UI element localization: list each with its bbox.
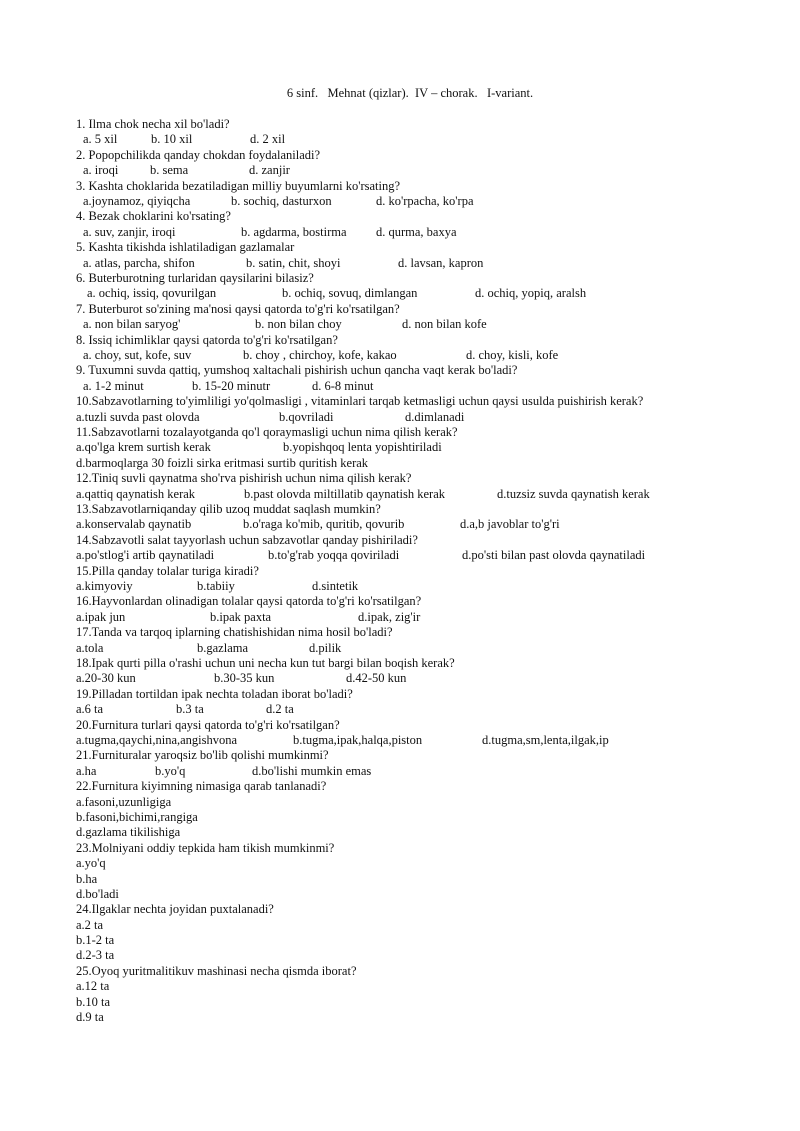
answer-option: a. ochiq, issiq, qovurilgan — [87, 286, 217, 301]
answer-option: d.dimlanadi — [405, 409, 465, 424]
answer-option: a.tola — [76, 640, 104, 655]
answer-option: d.bo'ladi — [76, 886, 119, 901]
answer-row — [76, 132, 776, 147]
answer-row — [76, 702, 776, 717]
question-23 — [76, 841, 776, 903]
question-18 — [76, 656, 776, 687]
answer-row — [76, 348, 776, 363]
answer-option: b.tabiiy — [197, 578, 235, 593]
question-19 — [76, 687, 776, 718]
answer-option: b. 10 xil — [151, 132, 193, 147]
answer-row — [76, 764, 776, 779]
question-17 — [76, 625, 776, 656]
answer-option: a. choy, sut, kofe, suv — [83, 347, 192, 362]
question-text: 12.Tiniq suvli qaynatma sho'rva pishirish uchun nima qilish kerak? — [76, 471, 412, 486]
question-text: 8. Issiq ichimliklar qaysi qatorda to'g'ri ko'rsatilgan? — [76, 332, 338, 347]
question-text: 1. Ilma chok necha xil bo'ladi? — [76, 117, 230, 131]
answer-option: d.gazlama tikilishiga — [76, 825, 181, 840]
answer-option: d.tuzsiz suvda qaynatish kerak — [497, 486, 650, 501]
answer-option: d. qurma, baxya — [376, 224, 457, 239]
answer-option: b.3 ta — [176, 702, 204, 717]
answer-option: b.10 ta — [76, 994, 111, 1009]
answer-option: a.20-30 kun — [76, 671, 136, 686]
answer-option: a.joynamoz, qiyiqcha — [83, 194, 191, 208]
question-text: 6. Buterburotning turlaridan qaysilarini bilasiz? — [76, 270, 314, 285]
answer-row — [76, 610, 776, 625]
answer-option: d.9 ta — [76, 1010, 104, 1025]
answer-option: b. satin, chit, shoyi — [246, 255, 341, 270]
answer-option: a.kimyoviy — [76, 578, 133, 593]
question-14 — [76, 533, 776, 564]
answer-option: a.yo'q — [76, 856, 106, 871]
question-7 — [76, 302, 776, 333]
question-16 — [76, 594, 776, 625]
answer-option-line — [76, 1010, 776, 1025]
answer-option: b.to'g'rab yoqqa qoviriladi — [268, 548, 400, 563]
answer-option: d. ochiq, yopiq, aralsh — [475, 286, 587, 301]
answer-option: b. sema — [150, 163, 189, 178]
answer-option: a.ha — [76, 763, 97, 778]
question-text: 18.Ipak qurti pilla o'rashi uchun uni necha kun tut bargi bilan boqish kerak? — [76, 655, 455, 670]
answer-option: d.ipak, zig'ir — [358, 609, 421, 624]
question-text: 3. Kashta choklarida bezatiladigan milliy buyumlarni ko'rsating? — [76, 178, 401, 193]
answer-option: b. non bilan choy — [255, 317, 342, 332]
answer-option-line — [76, 948, 776, 963]
answer-option: b.ipak paxta — [210, 609, 272, 624]
question-25 — [76, 964, 776, 1026]
answer-option: b. choy , chirchoy, kofe, kakao — [243, 347, 397, 362]
answer-option: d.42-50 kun — [346, 671, 407, 686]
answer-option: a.tugma,qaychi,nina,angishvona — [76, 732, 238, 747]
answer-option: a. iroqi — [83, 163, 119, 178]
answer-option-line — [76, 872, 776, 887]
answer-option: d.2 ta — [266, 702, 294, 717]
question-text: 13.Sabzavotlarniqanday qilib uzoq muddat saqlash mumkin? — [76, 501, 381, 516]
answer-option: d.a,b javoblar to'g'ri — [460, 517, 560, 532]
answer-option: a.po'stlog'i artib qaynatiladi — [76, 548, 215, 563]
question-text: 23.Molniyani oddiy tepkida ham tikish mumkinmi? — [76, 840, 335, 855]
answer-option: a.qo'lga krem surtish kerak — [76, 440, 211, 455]
answer-row — [76, 379, 776, 394]
question-11 — [76, 425, 776, 471]
answer-option: b. sochiq, dasturxon — [231, 194, 332, 208]
answer-option: d. zanjir — [249, 163, 290, 178]
question-text: 7. Buterburot so'zining ma'nosi qaysi qatorda to'g'ri ko'rsatilgan? — [76, 301, 400, 316]
answer-option: a.konservalab qaynatib — [76, 517, 192, 532]
answer-option-line — [76, 810, 776, 825]
answer-option: b.30-35 kun — [214, 671, 275, 686]
answer-option: b. ochiq, sovuq, dimlangan — [282, 286, 418, 301]
question-text: 15.Pilla qanday tolalar turiga kiradi? — [76, 563, 259, 578]
answer-option: a. 5 xil — [83, 132, 118, 147]
page-title: 6 sinf. Mehnat (qizlar). IV – chorak. I-variant. — [286, 86, 534, 100]
question-text: 17.Tanda va tarqoq iplarning chatishishidan nima hosil bo'ladi? — [76, 625, 393, 640]
answer-option: b.past olovda miltillatib qaynatish kerak — [244, 486, 446, 501]
answer-option-line — [76, 979, 776, 994]
answer-option: d. non bilan kofe — [402, 317, 487, 332]
answer-option-line — [76, 995, 776, 1010]
answer-option: d.tugma,sm,lenta,ilgak,ip — [482, 732, 609, 747]
answer-option: d.pilik — [309, 640, 342, 655]
question-text: 25.Oyoq yuritmalitikuv mashinasi necha qismda iborat? — [76, 963, 357, 978]
answer-option: a. suv, zanjir, iroqi — [83, 224, 176, 239]
answer-option: b.tugma,ipak,halqa,piston — [293, 732, 423, 747]
question-3 — [76, 179, 776, 210]
question-2 — [76, 148, 776, 179]
answer-row — [76, 517, 776, 532]
question-8 — [76, 333, 776, 364]
answer-option: d.2-3 ta — [76, 948, 115, 963]
answer-option: b.ha — [76, 871, 98, 886]
question-text: 4. Bezak choklarini ko'rsating? — [76, 209, 231, 224]
answer-option: d.bo'lishi mumkin emas — [252, 763, 372, 778]
answer-option: a. atlas, parcha, shifon — [83, 255, 195, 270]
answer-option: a.2 ta — [76, 917, 104, 932]
question-24 — [76, 902, 776, 964]
question-text: 10.Sabzavotlarning to'yimliligi yo'qolmasligi , vitaminlari tarqab ketmasligi uchun qaysi usulda puishirish kerak? — [76, 394, 644, 409]
answer-option: b.o'raga ko'mib, quritib, qovurib — [243, 517, 405, 532]
question-1 — [76, 117, 776, 148]
answer-option: a.tuzli suvda past olovda — [76, 409, 200, 424]
question-15 — [76, 564, 776, 595]
question-13 — [76, 502, 776, 533]
answer-row — [76, 440, 776, 455]
answer-option-line — [76, 887, 776, 902]
answer-option: a.6 ta — [76, 702, 104, 717]
answer-row — [76, 579, 776, 594]
question-text: 24.Ilgaklar nechta joyidan puxtalanadi? — [76, 902, 274, 917]
answer-option: a. non bilan saryog' — [83, 317, 181, 332]
answer-option-line — [76, 933, 776, 948]
question-22 — [76, 779, 776, 841]
question-4 — [76, 209, 776, 240]
answer-option: d. choy, kisli, kofe — [466, 347, 559, 362]
answer-option-line — [76, 856, 776, 871]
question-text: 14.Sabzavotli salat tayyorlash uchun sabzavotlar qanday pishiriladi? — [76, 532, 418, 547]
question-text: 5. Kashta tikishda ishlatiladigan gazlamalar — [76, 240, 295, 255]
answer-option: a.qattiq qaynatish kerak — [76, 486, 196, 501]
answer-row — [76, 317, 776, 332]
answer-option: b. 15-20 minutr — [192, 378, 271, 393]
answer-option: b.yo'q — [155, 763, 186, 778]
answer-option: d.po'sti bilan past olovda qaynatiladi — [462, 548, 646, 563]
question-20 — [76, 718, 776, 749]
answer-row — [76, 410, 776, 425]
question-text: 9. Tuxumni suvda qattiq, yumshoq xaltachali pishirish uchun qancha vaqt kerak bo'ladi? — [76, 363, 518, 378]
question-text: 21.Furnituralar yaroqsiz bo'lib qolishi mumkinmi? — [76, 748, 329, 763]
question-text: 11.Sabzavotlarni tozalayotganda qo'l qoraymasligi uchun nima qilish kerak? — [76, 424, 458, 439]
answer-row — [76, 163, 776, 178]
answer-option: b.1-2 ta — [76, 933, 115, 948]
answer-option: a. 1-2 minut — [83, 378, 144, 393]
answer-option: b.gazlama — [197, 640, 249, 655]
question-list — [76, 117, 776, 1025]
question-6 — [76, 271, 776, 302]
answer-option-line — [76, 795, 776, 810]
answer-option: d. lavsan, kapron — [398, 255, 484, 270]
question-12 — [76, 471, 776, 502]
answer-option: d. 2 xil — [250, 132, 286, 147]
question-text: 22.Furnitura kiyimning nimasiga qarab tanlanadi? — [76, 779, 327, 794]
answer-option: a.ipak jun — [76, 609, 126, 624]
answer-row — [76, 225, 776, 240]
answer-option-line — [76, 918, 776, 933]
answer-row — [76, 671, 776, 686]
question-text: 16.Hayvonlardan olinadigan tolalar qaysi qatorda to'g'ri ko'rsatilgan? — [76, 594, 422, 609]
question-9 — [76, 363, 776, 394]
answer-option: d.barmoqlarga 30 foizli sirka eritmasi surtib quritish kerak — [76, 455, 369, 470]
answer-option: a.fasoni,uzunligiga — [76, 794, 172, 809]
answer-row — [76, 548, 776, 563]
question-10 — [76, 394, 776, 425]
answer-row — [76, 286, 776, 301]
answer-row — [76, 641, 776, 656]
question-text: 20.Furnitura turlari qaysi qatorda to'g'ri ko'rsatilgan? — [76, 717, 340, 732]
answer-row — [76, 487, 776, 502]
answer-option: d. ko'rpacha, ko'rpa — [376, 194, 474, 208]
answer-option: b. agdarma, bostirma — [241, 224, 347, 239]
answer-option: b.fasoni,bichimi,rangiga — [76, 809, 198, 824]
answer-option-line — [76, 825, 776, 840]
answer-option: a.12 ta — [76, 979, 110, 994]
answer-option: b.qovriladi — [279, 409, 334, 424]
question-text: 19.Pilladan tortildan ipak nechta toladan iborat bo'ladi? — [76, 686, 353, 701]
question-5 — [76, 240, 776, 271]
question-21 — [76, 748, 776, 779]
answer-row — [76, 456, 776, 471]
question-text: 2. Popopchilikda qanday chokdan foydalaniladi? — [76, 147, 321, 162]
answer-row — [76, 733, 776, 748]
answer-option: d. 6-8 minut — [312, 378, 374, 393]
answer-row — [76, 194, 776, 209]
answer-row — [76, 256, 776, 271]
answer-option: d.sintetik — [312, 578, 359, 593]
answer-option: b.yopishqoq lenta yopishtiriladi — [283, 440, 442, 455]
